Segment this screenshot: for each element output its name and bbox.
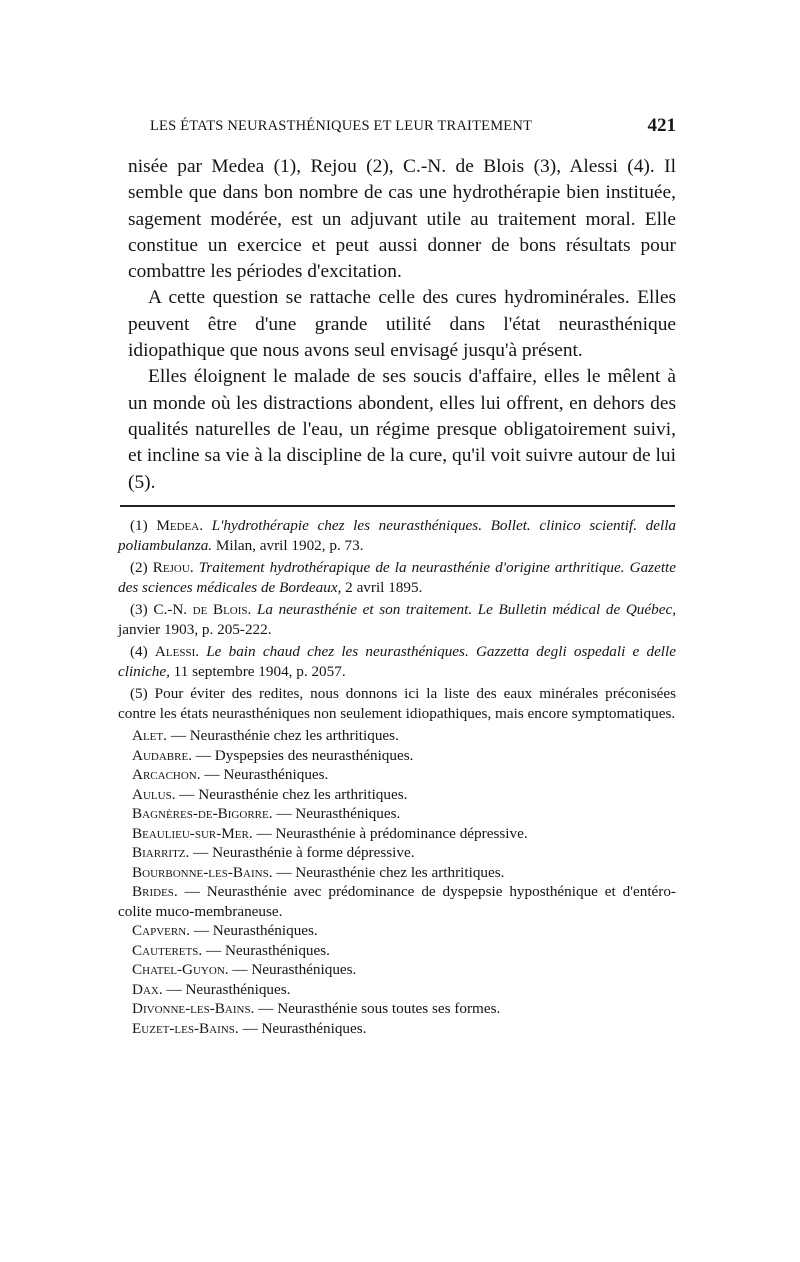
spa-name: Brides. [132,883,178,900]
footnote-title: La neurasthénie et son traitement. Le Bulletin médical de Québec, [256,601,676,618]
footnote-author: Alessi. [154,643,200,660]
spa-indication: — Dyspepsies des neurasthéniques. [195,746,414,764]
spa-indication: — Neurasthénie à forme dépressive. [193,844,415,861]
list-item [118,804,676,824]
footnote-title: Traitement hydrothérapique de la neurasthénie d'origine arthritique. Gazette des sciences médicales de Bordeaux, [118,559,677,596]
spa-indication: — Neurasthénie sous toutes ses formes. [258,1000,501,1017]
footnote-number: (2) [130,559,148,576]
footnote [118,558,676,597]
spa-indication: — Neurasthéniques. [166,980,291,998]
list-item [118,785,676,805]
footnote-number: (3) [130,601,148,618]
spa-name: Aulus. [132,785,176,803]
list-item [118,941,676,961]
list-item [118,843,676,863]
body-paragraph: A cette question se rattache celle des cures hydrominérales. Elles peuvent être d'une grande utilité dans l'état neurasthénique idiopathique que nous avons seul envisagé jusqu'à présent. [128,287,676,362]
list-item [118,824,676,844]
spa-name: Euzet-les-Bains. [132,1019,239,1037]
footnote-number: (1) [130,517,148,534]
footnote-number: (5) [130,685,148,702]
footnote-title: L'hydrothérapie chez les neurasthéniques. Bollet. clinico scientif. della poliambulanza. [118,517,677,554]
page-header [128,115,676,144]
list-item [118,882,676,921]
spa-indication: — Neurasthéniques. [205,941,330,959]
spa-name: Beaulieu-sur-Mer. [132,824,253,842]
footnote-separator [120,505,675,507]
spa-name: Audabre. [132,746,192,764]
spa-name: Chatel-Guyon. [132,961,229,978]
footnote-author: Medea. [156,517,204,534]
running-title: LES ÉTATS NEURASTHÉNIQUES ET LEUR TRAITEMENT [150,118,533,134]
spa-indication: — Neurasthéniques. [276,805,401,822]
spa-indication: — Neurasthéniques. [204,766,329,783]
spa-name: Alet. [132,727,167,744]
spa-indication: — Neurasthénie avec prédominance de dyspepsie hyposthénique et d'entéro-colite muco-membraneuse. [118,883,676,920]
spa-name: Biarritz. [132,844,190,861]
footnote-details: janvier 1903, p. 205-222. [118,620,272,638]
footnote-details: 11 septembre 1904, p. 2057. [173,662,346,680]
list-item [118,980,676,1000]
spa-name: Capvern. [132,922,190,939]
page-number: 421 [647,115,676,136]
spa-name: Dax. [132,980,163,998]
list-item [118,726,676,746]
footnote-title: Le bain chaud chez les neurasthéniques. Gazzetta degli ospedali e delle cliniche, [118,643,676,680]
footnote-details: 2 avril 1895. [345,578,423,596]
spa-name: Cauterets. [132,941,203,959]
footnote-author: C.-N. de Blois. [153,601,252,618]
footnote [118,684,676,723]
spa-indication: — Neurasthénie chez les arthritiques. [170,727,399,744]
spa-indication: — Neurasthéniques. [242,1019,367,1037]
mineral-water-list [118,726,676,1038]
list-item [118,1019,676,1039]
footnotes [118,516,676,1038]
list-item [118,863,676,883]
list-item [118,765,676,785]
spa-name: Bourbonne-les-Bains. [132,863,273,881]
spa-name: Bagnères-de-Bigorre. [132,805,273,822]
spa-indication: — Neurasthénie à prédominance dépressive. [256,824,528,842]
main-text [128,154,676,496]
spa-name: Arcachon. [132,766,201,783]
spa-indication: — Neurasthénie chez les arthritiques. [276,863,505,881]
footnote-number: (4) [130,643,148,660]
spa-name: Divonne-les-Bains. [132,1000,255,1017]
body-paragraph: Elles éloignent le malade de ses soucis d'affaire, elles le mêlent à un monde où les distractions abondent, elles lui offrent, en dehors des qualités naturelles de l'eau, un régime presque obligatoirement suivi, et incline sa vie à la discipline de la cure, qu'il voit suivre autour de lui (5). [128,366,676,493]
footnote-details: Milan, avril 1902, p. 73. [215,536,364,554]
spa-indication: — Neurasthénie chez les arthritiques. [179,785,408,803]
spa-indication: — Neurasthéniques. [232,961,357,978]
list-item [118,999,676,1019]
footnote [118,600,676,639]
list-item [118,746,676,766]
body-paragraph: nisée par Medea (1), Rejou (2), C.-N. de Blois (3), Alessi (4). Il semble que dans bon nombre de cas une hydrothérapie bien instituée, sagement modérée, est un adjuvant utile au traitement moral. Elle constitue un exercice et peut aussi donner de bons résultats pour combattre les périodes d'excitation. [128,156,676,283]
footnote-text: Pour éviter des redites, nous donnons ici la liste des eaux minérales préconisées contre les états neurasthéniques non seulement idiopathiques, mais encore symptomatiques. [118,685,677,722]
footnote [118,642,676,681]
spa-indication: — Neurasthéniques. [193,922,318,939]
list-item [118,921,676,941]
footnote [118,516,676,555]
footnote-author: Rejou. [152,559,194,576]
list-item [118,960,676,980]
